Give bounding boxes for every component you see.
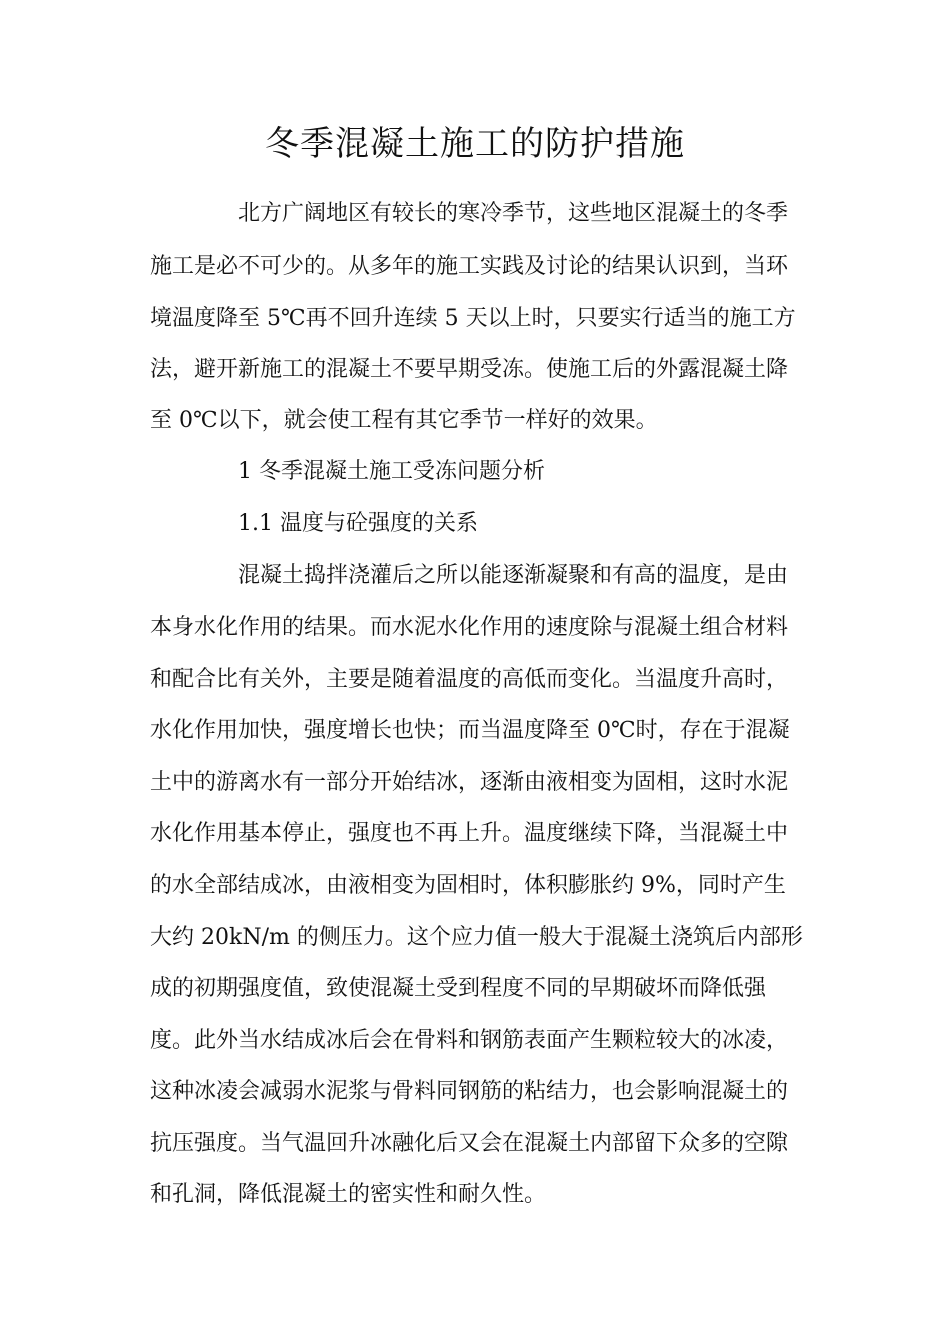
paragraph-line: 水化作用基本停止，强度也不再上升。温度继续下降，当混凝土中 (150, 821, 789, 846)
paragraph-line: 法，避开新施工的混凝土不要早期受冻。使施工后的外露混凝土降 (150, 357, 789, 382)
paragraph-line: 这种冰凌会减弱水泥浆与骨料同钢筋的粘结力，也会影响混凝土的 (150, 1079, 789, 1104)
subsection-heading: 1.1 温度与砼强度的关系 (238, 511, 478, 536)
paragraph-line: 本身水化作用的结果。而水泥水化作用的速度除与混凝土组合材料 (150, 615, 789, 640)
paragraph-line: 和孔洞，降低混凝土的密实性和耐久性。 (150, 1182, 547, 1207)
paragraph-line: 至 0℃以下，就会使工程有其它季节一样好的效果。 (150, 408, 658, 433)
paragraph-line: 和配合比有关外，主要是随着温度的高低而变化。当温度升高时， (150, 667, 789, 692)
paragraph-line: 度。此外当水结成冰后会在骨料和钢筋表面产生颗粒较大的冰凌， (150, 1028, 789, 1053)
section-heading: 1 冬季混凝土施工受冻问题分析 (238, 459, 545, 484)
paragraph-line: 成的初期强度值，致使混凝土受到程度不同的早期破坏而降低强 (150, 976, 767, 1001)
page-title: 冬季混凝土施工的防护措施 (265, 124, 685, 164)
paragraph-line: 北方广阔地区有较长的寒冷季节，这些地区混凝土的冬季 (238, 201, 789, 226)
paragraph-line: 水化作用加快，强度增长也快；而当温度降至 0℃时，存在于混凝 (150, 718, 790, 743)
paragraph-line: 的水全部结成冰，由液相变为固相时，体积膨胀约 9%，同时产生 (150, 873, 786, 898)
paragraph-line: 土中的游离水有一部分开始结冰，逐渐由液相变为固相，这时水泥 (150, 770, 789, 795)
paragraph-line: 大约 20kN/m 的侧压力。这个应力值一般大于混凝土浇筑后内部形 (150, 925, 803, 950)
paragraph-line: 境温度降至 5℃再不回升连续 5 天以上时，只要实行适当的施工方 (150, 306, 796, 331)
paragraph-line: 混凝土捣拌浇灌后之所以能逐渐凝聚和有高的温度，是由 (238, 563, 789, 588)
paragraph-line: 抗压强度。当气温回升冰融化后又会在混凝土内部留下众多的空隙 (150, 1131, 789, 1156)
paragraph-line: 施工是必不可少的。从多年的施工实践及讨论的结果认识到，当环 (150, 254, 789, 279)
